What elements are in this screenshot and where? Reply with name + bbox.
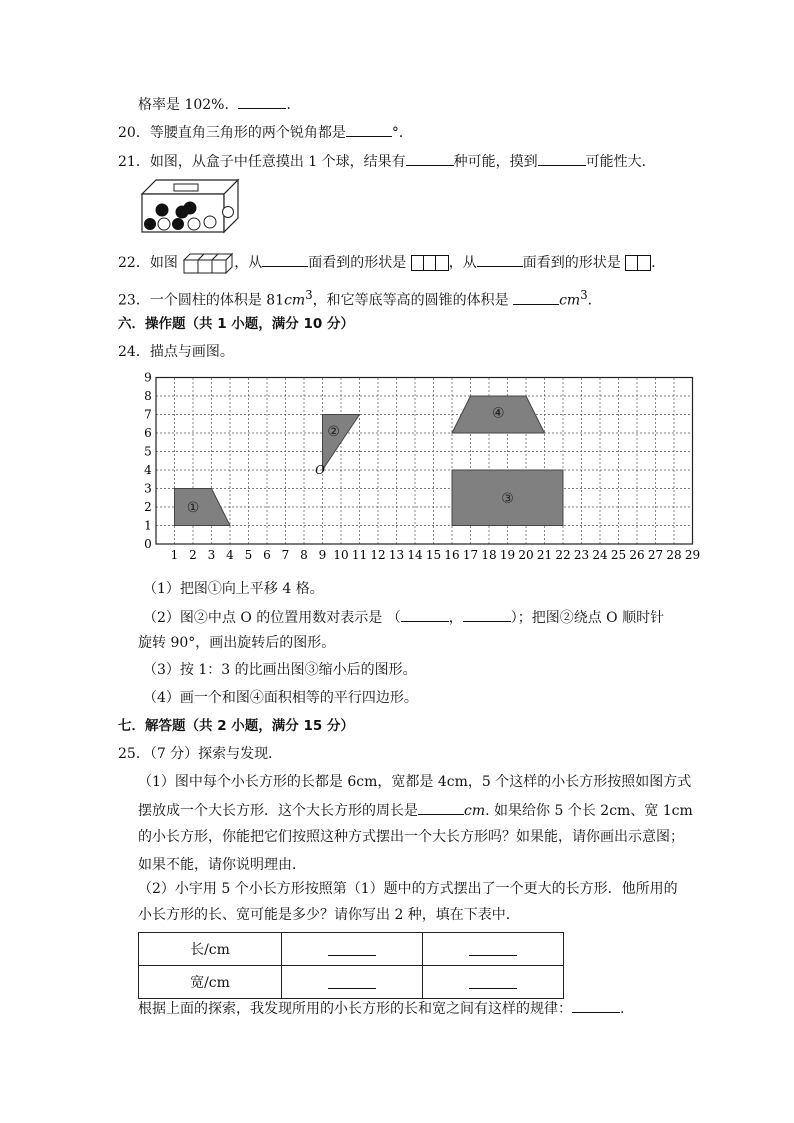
q25-part2-b: 小长方形的长、宽可能是多少？请你写出 2 种，填在下表中． bbox=[138, 907, 520, 923]
shape-3-label: ③ bbox=[501, 490, 514, 507]
section-7-heading: 七．解答题（共 2 小题，满分 15 分） bbox=[118, 718, 354, 734]
y-tick-label: 4 bbox=[144, 463, 152, 477]
x-tick-label: 14 bbox=[407, 548, 423, 562]
question-24: 24．描点与画图。 bbox=[118, 344, 234, 360]
x-tick-label: 12 bbox=[370, 548, 386, 562]
point-o-label: O bbox=[315, 463, 325, 477]
x-tick-label: 1 bbox=[170, 548, 179, 562]
q25-part1-d: 如果不能，请你说明理由． bbox=[138, 857, 306, 873]
three-square-view bbox=[411, 255, 449, 271]
answer-blank[interactable] bbox=[418, 800, 464, 815]
x-tick-label: 19 bbox=[499, 548, 516, 562]
answer-blank[interactable] bbox=[346, 122, 392, 137]
table-cell[interactable] bbox=[282, 966, 423, 999]
shape-4-label: ④ bbox=[491, 405, 505, 422]
question-23: 23．一个圆柱的体积是 $81cm^3$，和它等底等高的圆锥的体积是 $cm^3$． bbox=[118, 288, 602, 309]
x-tick-label: 24 bbox=[592, 548, 608, 562]
table-cell[interactable] bbox=[423, 966, 564, 999]
x-tick-label: 4 bbox=[226, 548, 234, 562]
table-cell[interactable] bbox=[423, 933, 564, 966]
q24-part2: （2）图②中点 O 的位置用数对表示是 （ ， ）；把图②绕点 O 顺时针 bbox=[143, 607, 664, 628]
question-21: 21．如图，从盒子中任意摸出 1 个球，结果有 种可能，摸到 可能性大． bbox=[118, 151, 656, 172]
answer-blank[interactable] bbox=[463, 607, 511, 622]
x-tick-label: 16 bbox=[444, 548, 460, 562]
y-tick-label: 0 bbox=[144, 537, 152, 551]
answer-blank[interactable] bbox=[262, 252, 308, 267]
shape-2 bbox=[323, 415, 360, 471]
grid-border bbox=[156, 378, 693, 545]
x-tick-label: 5 bbox=[244, 548, 253, 562]
x-tick-label: 13 bbox=[388, 548, 405, 562]
question-22: 22．如图 ，从 面看到的形状是 ，从 面看到的形状是 ． bbox=[118, 252, 665, 274]
x-tick-label: 17 bbox=[462, 548, 479, 562]
question-20: 20．等腰直角三角形的两个锐角都是 °． bbox=[118, 122, 413, 143]
x-tick-label: 6 bbox=[263, 548, 271, 562]
section-6-heading: 六．操作题（共 1 小题，满分 10 分） bbox=[118, 316, 354, 332]
q25-part1-b: 摆放成一个大长方形．这个大长方形的周长是 cm. 如果给你 5 个长 2cm、宽 1cm bbox=[138, 800, 693, 821]
q24-part4: （4）画一个和图④面积相等的平行四边形。 bbox=[143, 690, 418, 706]
table-row bbox=[139, 933, 564, 966]
answer-blank[interactable] bbox=[238, 94, 286, 109]
ball-box-figure bbox=[140, 178, 240, 234]
y-tick-label: 9 bbox=[144, 370, 152, 385]
x-tick-label: 27 bbox=[647, 548, 664, 562]
x-tick-label: 22 bbox=[555, 548, 571, 562]
x-tick-label: 21 bbox=[536, 548, 553, 562]
answer-blank[interactable] bbox=[401, 607, 449, 622]
row-header-length: 长/cm bbox=[139, 933, 282, 966]
x-tick-label: 29 bbox=[684, 548, 701, 562]
q24-part2-cont: 旋转 90°，画出旋转后的图形。 bbox=[138, 635, 336, 651]
q24-part3: （3）按 1：3 的比画出图③缩小后的图形。 bbox=[143, 662, 417, 678]
answer-blank[interactable] bbox=[406, 151, 454, 166]
q25-part1-a: （1）图中每个小长方形的长都是 6cm，宽都是 4cm，5 个这样的小长方形按照如图方式 bbox=[138, 774, 692, 790]
x-tick-label: 23 bbox=[573, 548, 590, 562]
q19-tail: 格率是 102%． ． bbox=[138, 94, 300, 115]
x-tick-label: 7 bbox=[281, 548, 290, 562]
y-tick-label: 2 bbox=[144, 500, 152, 514]
shape-1-label: ① bbox=[186, 500, 200, 516]
x-tick-label: 18 bbox=[481, 548, 497, 562]
table-row bbox=[139, 966, 564, 999]
x-tick-label: 10 bbox=[333, 548, 349, 562]
y-tick-label: 5 bbox=[144, 444, 152, 459]
q25-part1-c: 的小长方形，你能把它们按照这种方式摆出一个大长方形吗？如果能，请你画出示意图； bbox=[138, 829, 684, 845]
x-tick-label: 2 bbox=[189, 548, 197, 562]
x-tick-label: 20 bbox=[518, 548, 534, 562]
x-tick-label: 26 bbox=[629, 548, 645, 562]
table-cell[interactable] bbox=[282, 933, 423, 966]
x-tick-label: 9 bbox=[318, 548, 327, 562]
q25-conclusion: 根据上面的探索，我发现所用的小长方形的长和宽之间有这样的规律： . bbox=[138, 998, 624, 1019]
y-tick-label: 1 bbox=[144, 518, 152, 533]
q24-part1: （1）把图①向上平移 4 格。 bbox=[143, 581, 324, 597]
answer-table bbox=[138, 932, 564, 999]
x-tick-label: 25 bbox=[610, 548, 627, 562]
two-square-view bbox=[625, 255, 651, 271]
x-tick-label: 8 bbox=[300, 548, 308, 562]
cubes-figure bbox=[182, 252, 234, 274]
x-tick-label: 28 bbox=[666, 548, 682, 562]
coordinate-grid bbox=[138, 368, 704, 568]
y-tick-label: 7 bbox=[144, 407, 152, 422]
x-tick-label: 3 bbox=[207, 548, 216, 562]
shape-2-label: ② bbox=[327, 424, 340, 441]
row-header-width: 宽/cm bbox=[139, 966, 282, 999]
question-25: 25．（7 分）探索与发现． bbox=[118, 746, 283, 762]
y-tick-label: 3 bbox=[144, 481, 152, 496]
answer-blank[interactable] bbox=[513, 290, 559, 305]
y-tick-label: 8 bbox=[144, 389, 152, 403]
x-tick-label: 15 bbox=[425, 548, 442, 562]
y-tick-label: 6 bbox=[144, 426, 152, 440]
x-tick-label: 11 bbox=[351, 548, 368, 562]
q25-part2-a: （2）小宇用 5 个小长方形按照第（1）题中的方式摆出了一个更大的长方形．他所用的 bbox=[138, 881, 678, 897]
answer-blank[interactable] bbox=[572, 998, 620, 1013]
answer-blank[interactable] bbox=[538, 151, 586, 166]
answer-blank[interactable] bbox=[477, 252, 523, 267]
